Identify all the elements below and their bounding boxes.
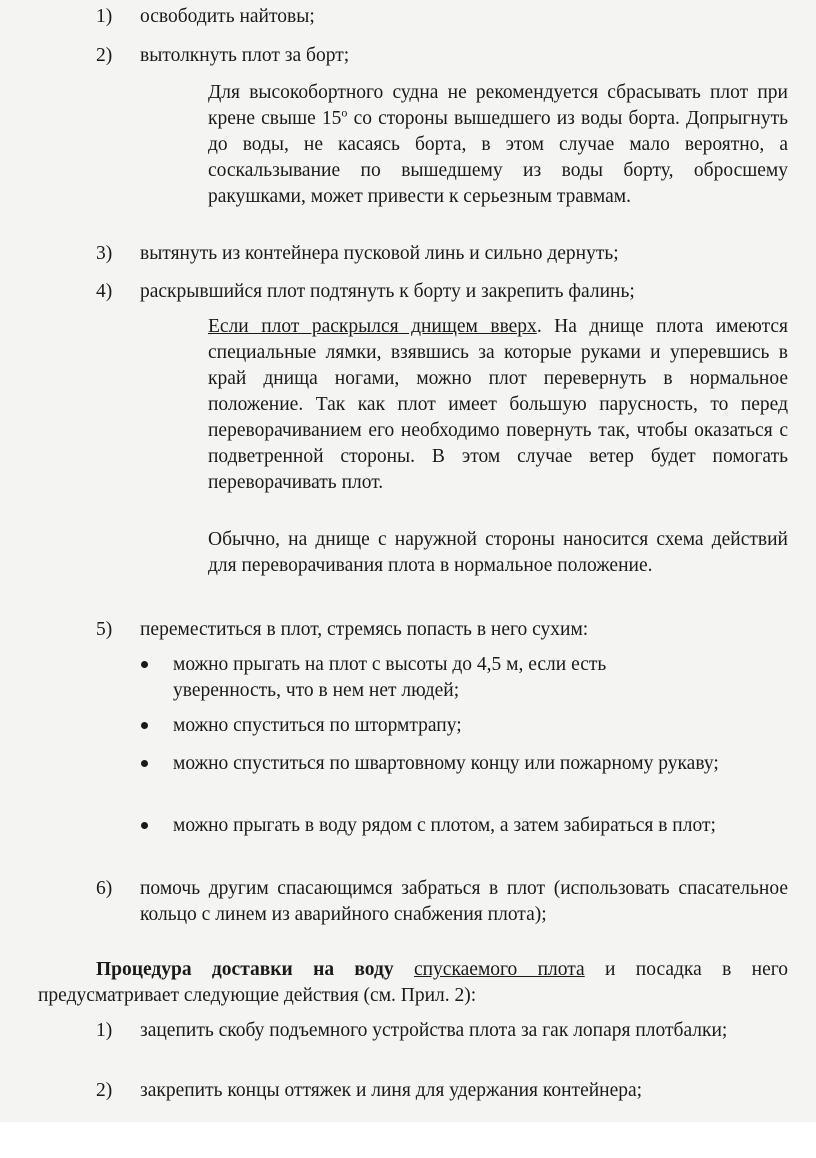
bullet-item: можно прыгать на плот с высоты до 4,5 м, если есть уверенность, что в нем нет людей;: [173, 654, 607, 701]
step-number: 2): [96, 1080, 113, 1101]
bullet-item: можно спуститься по штормтрапу;: [173, 715, 462, 736]
note-high-freeboard: [208, 80, 788, 210]
note-text: со стороны вышедшего из воды борта. Допрыгнуть до воды, не касаясь борта, в этом случае мало вероятно, а соскальзывание по вышедшему из воды борту, обросшему ракушками, может привести к серьезным травмам.: [208, 108, 788, 207]
degree-sign: о: [341, 105, 348, 120]
bullet-icon: [141, 760, 148, 767]
step-number: 1): [96, 1020, 113, 1041]
procedure-underlined: спускаемого плота: [413, 959, 585, 980]
step-number: 4): [96, 281, 113, 302]
procedure-text: и посадка в него предусматривает следующие действия (см. Прил. 2):: [38, 959, 788, 1006]
bullet-icon: [141, 822, 148, 829]
step-text: переместиться в плот, стремясь попасть в него сухим:: [140, 619, 589, 640]
step-text: закрепить концы оттяжек и линя для удержания контейнера;: [140, 1080, 643, 1101]
note-raft-upside-down: [208, 314, 788, 496]
step-number: 1): [96, 6, 113, 27]
bullet-item: можно спуститься по швартовному концу или пожарному рукаву;: [173, 753, 719, 774]
note-underlined: Если плот раскрылся днищем вверх: [208, 316, 537, 337]
step-text: зацепить скобу подъемного устройства плота за гак лопаря плотбалки;: [140, 1020, 728, 1041]
bullet-item: можно прыгать в воду рядом с плотом, а затем забираться в плот;: [173, 815, 716, 836]
step-number: 2): [96, 45, 113, 66]
bullet-icon: [141, 722, 148, 729]
step-text: раскрывшийся плот подтянуть к борту и закрепить фалинь;: [140, 281, 635, 302]
procedure-paragraph: [38, 957, 788, 1009]
step-number: 5): [96, 619, 113, 640]
step-text: помочь другим спасающимся забраться в плот (использовать спасательное кольцо с линем из аварийного снабжения плота);: [140, 878, 788, 925]
step-text: вытолкнуть плот за борт;: [140, 45, 350, 66]
step-number: 6): [96, 878, 113, 899]
note-scheme: Обычно, на днище с наружной стороны наносится схема действий для переворачивания плота в нормальное положение.: [208, 529, 788, 576]
note-text: Для высокобортного судна не рекомендуется сбрасывать плот при крене свыше 15: [208, 82, 788, 129]
step-number: 3): [96, 243, 113, 264]
procedure-heading: Процедура доставки на воду: [96, 959, 394, 980]
step-text: вытянуть из контейнера пусковой линь и сильно дернуть;: [140, 243, 619, 264]
step-text: освободить найтовы;: [140, 6, 315, 27]
note-text: . На днище плота имеются специальные лямки, взявшись за которые руками и уперевшись в край днища ногами, можно плот перевернуть в нормальное положение. Так как плот имеет большую парусность, то перед переворачиванием его необходимо повернуть так, чтобы оказаться с подветренной стороны. В этом случае ветер будет помогать переворачивать плот.: [208, 316, 788, 493]
bullet-icon: [141, 661, 148, 668]
